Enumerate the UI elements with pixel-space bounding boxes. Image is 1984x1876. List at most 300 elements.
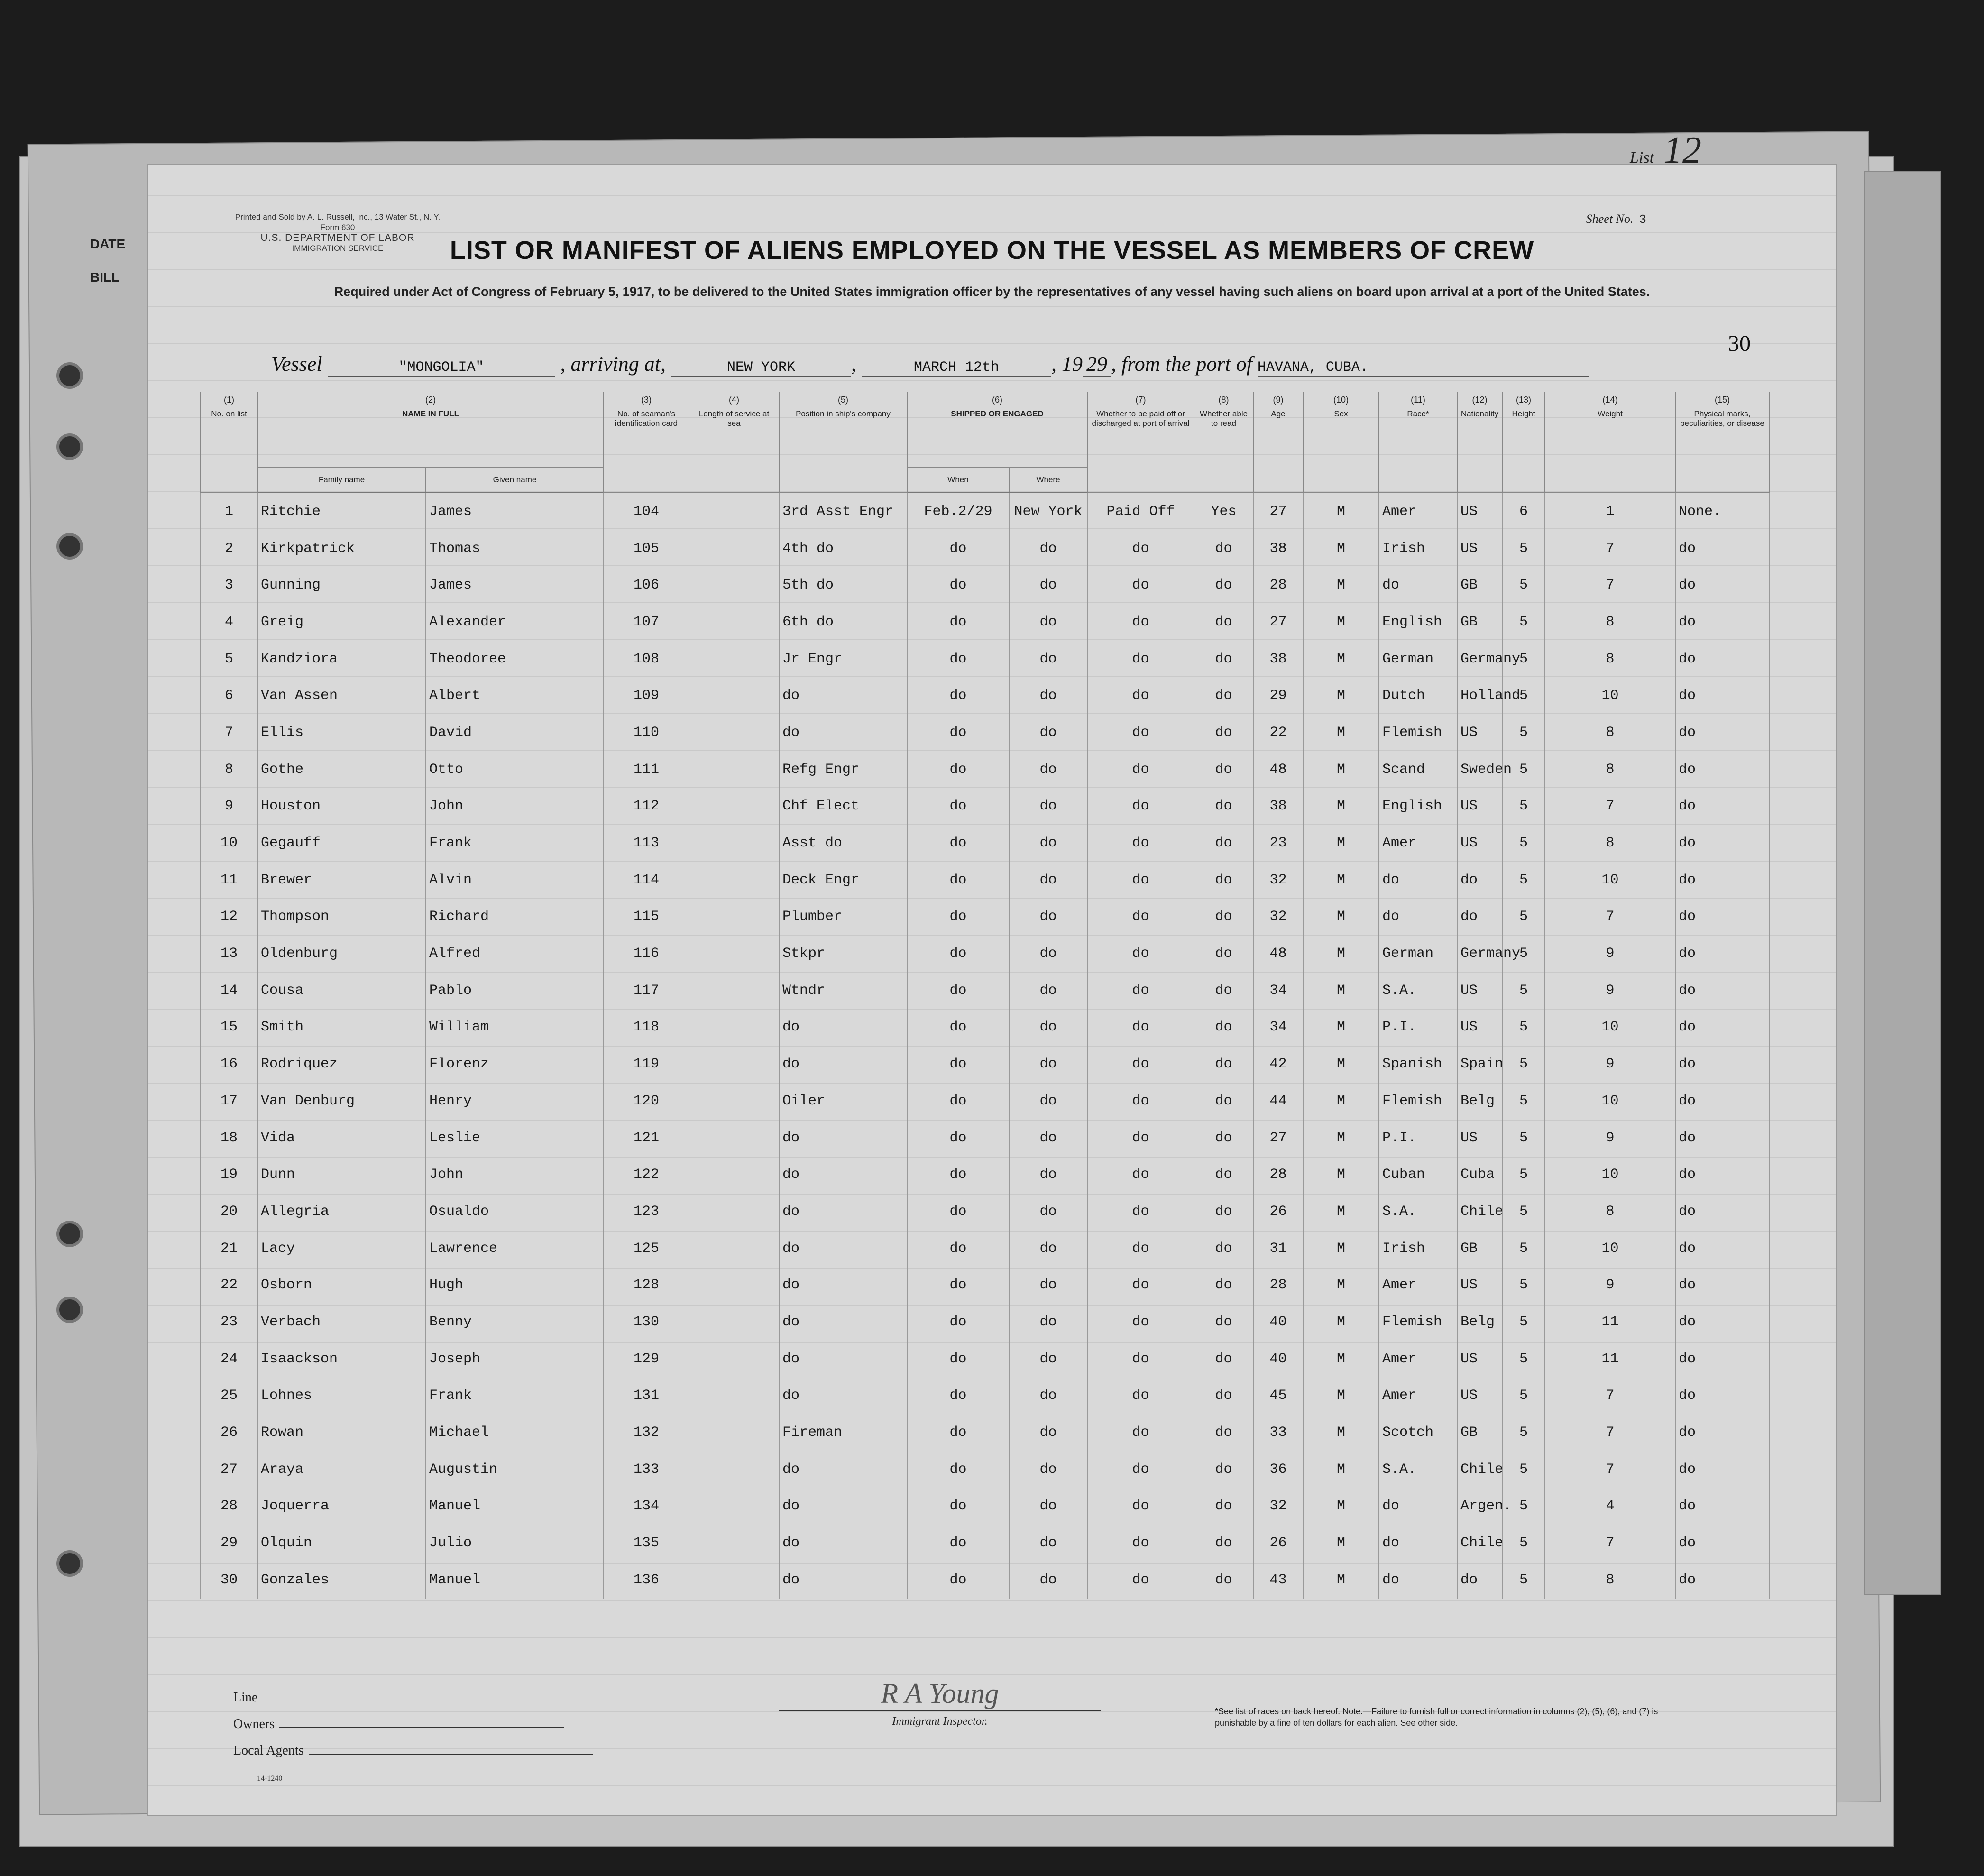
given-name: William (426, 1009, 604, 1046)
sex: M (1303, 1304, 1379, 1341)
race: do (1379, 862, 1457, 899)
weight: 10 (1545, 862, 1675, 899)
card-number: 119 (604, 1046, 689, 1083)
paid-off: do (1087, 1562, 1194, 1599)
height: 5 (1502, 899, 1545, 936)
age: 22 (1253, 714, 1303, 751)
weight: 11 (1545, 1341, 1675, 1378)
height: 5 (1502, 1562, 1545, 1599)
race: Cuban (1379, 1156, 1457, 1193)
able-to-read: do (1194, 1304, 1253, 1341)
nationality: US (1457, 1341, 1502, 1378)
able-to-read: do (1194, 1267, 1253, 1304)
weight: 7 (1545, 1378, 1675, 1415)
shipped-when: do (907, 1414, 1009, 1451)
shipped-where: do (1009, 1451, 1087, 1488)
height: 5 (1502, 788, 1545, 825)
height: 5 (1502, 1120, 1545, 1157)
header-height: (13) Height (1502, 392, 1545, 493)
shipped-when: do (907, 1488, 1009, 1525)
age: 48 (1253, 935, 1303, 972)
position: do (779, 1046, 907, 1083)
age: 28 (1253, 1156, 1303, 1193)
family-name: Ellis (257, 714, 426, 751)
physical-marks: do (1675, 1525, 1769, 1562)
row-number: 6 (201, 677, 257, 714)
sheet-number: Sheet No. 3 (1586, 212, 1646, 227)
race: Amer (1379, 1267, 1457, 1304)
weight: 8 (1545, 1562, 1675, 1599)
row-number: 4 (201, 604, 257, 641)
binder-hole (59, 1299, 80, 1320)
vessel-line: Vessel "MONGOLIA" , arriving at, NEW YORK , MARCH 12th , 19 29 , from the port of HAVANA, CUBA. (271, 352, 1589, 377)
table-row (201, 604, 1769, 641)
paid-off: do (1087, 862, 1194, 899)
row-number: 17 (201, 1083, 257, 1120)
row-number: 5 (201, 641, 257, 678)
nationality: US (1457, 972, 1502, 1009)
service-length (689, 1083, 779, 1120)
paid-off: do (1087, 714, 1194, 751)
given-name: Richard (426, 899, 604, 936)
binder-hole (59, 365, 80, 386)
race: German (1379, 641, 1457, 678)
paid-off: do (1087, 1193, 1194, 1230)
sex: M (1303, 530, 1379, 567)
age: 28 (1253, 567, 1303, 604)
height: 5 (1502, 604, 1545, 641)
binder-hole (59, 1553, 80, 1574)
shipped-when: do (907, 1083, 1009, 1120)
shipped-when: Feb.2/29 (907, 493, 1009, 530)
card-number: 120 (604, 1083, 689, 1120)
nationality: do (1457, 862, 1502, 899)
physical-marks: do (1675, 788, 1769, 825)
height: 5 (1502, 567, 1545, 604)
age: 48 (1253, 751, 1303, 788)
row-number: 1 (201, 493, 257, 530)
able-to-read: do (1194, 1009, 1253, 1046)
nationality: Spain (1457, 1046, 1502, 1083)
able-to-read: do (1194, 1156, 1253, 1193)
header-service: (4) Length of service at sea (689, 392, 779, 493)
table-row (201, 1451, 1769, 1488)
family-name: Lacy (257, 1230, 426, 1267)
physical-marks: do (1675, 1267, 1769, 1304)
able-to-read: do (1194, 1193, 1253, 1230)
able-to-read: do (1194, 641, 1253, 678)
weight: 1 (1545, 493, 1675, 530)
race: Flemish (1379, 1083, 1457, 1120)
service-length (689, 751, 779, 788)
service-length (689, 604, 779, 641)
card-number: 114 (604, 862, 689, 899)
given-name: Osualdo (426, 1193, 604, 1230)
shipped-where: do (1009, 751, 1087, 788)
physical-marks: do (1675, 1304, 1769, 1341)
physical-marks: do (1675, 751, 1769, 788)
table-row (201, 1562, 1769, 1599)
able-to-read: do (1194, 567, 1253, 604)
service-length (689, 899, 779, 936)
given-name: Otto (426, 751, 604, 788)
height: 5 (1502, 1414, 1545, 1451)
card-number: 130 (604, 1304, 689, 1341)
paid-off: do (1087, 972, 1194, 1009)
family-name: Ritchie (257, 493, 426, 530)
physical-marks: do (1675, 1414, 1769, 1451)
service-length (689, 1230, 779, 1267)
height: 5 (1502, 1009, 1545, 1046)
paid-off: Paid Off (1087, 493, 1194, 530)
header-weight: (14) Weight (1545, 392, 1675, 493)
table-row (201, 567, 1769, 604)
position: do (779, 714, 907, 751)
given-name: Thomas (426, 530, 604, 567)
height: 5 (1502, 751, 1545, 788)
race: Amer (1379, 825, 1457, 862)
paid-off: do (1087, 530, 1194, 567)
height: 5 (1502, 1341, 1545, 1378)
shipped-when: do (907, 567, 1009, 604)
age: 23 (1253, 825, 1303, 862)
family-name: Thompson (257, 899, 426, 936)
given-name: Manuel (426, 1562, 604, 1599)
family-name: Gunning (257, 567, 426, 604)
age: 42 (1253, 1046, 1303, 1083)
height: 5 (1502, 1156, 1545, 1193)
owners-field: Owners (233, 1711, 593, 1738)
card-number: 134 (604, 1488, 689, 1525)
age: 27 (1253, 604, 1303, 641)
able-to-read: do (1194, 972, 1253, 1009)
race: do (1379, 567, 1457, 604)
printer-info: Printed and Sold by A. L. Russell, Inc., 13 Water St., N. Y. Form 630 U.S. DEPARTMENT OF LABOR IMMIGRATION SERVICE (235, 212, 441, 253)
table-row (201, 1156, 1769, 1193)
given-name: Augustin (426, 1451, 604, 1488)
weight: 10 (1545, 1009, 1675, 1046)
age: 32 (1253, 862, 1303, 899)
shipped-where: do (1009, 677, 1087, 714)
family-name: Gothe (257, 751, 426, 788)
race: do (1379, 1562, 1457, 1599)
shipped-where: do (1009, 1488, 1087, 1525)
shipped-where: do (1009, 1120, 1087, 1157)
table-row (201, 1083, 1769, 1120)
arrival-port: NEW YORK (671, 359, 851, 377)
able-to-read: do (1194, 899, 1253, 936)
position: 5th do (779, 567, 907, 604)
header-where: Where (1009, 467, 1087, 493)
sex: M (1303, 1083, 1379, 1120)
sex: M (1303, 1414, 1379, 1451)
service-length (689, 1341, 779, 1378)
shipped-where: do (1009, 1230, 1087, 1267)
table-row (201, 1414, 1769, 1451)
card-number: 121 (604, 1120, 689, 1157)
header-read: (8) Whether able to read (1194, 392, 1253, 493)
age: 40 (1253, 1341, 1303, 1378)
paid-off: do (1087, 1120, 1194, 1157)
service-length (689, 788, 779, 825)
row-number: 14 (201, 972, 257, 1009)
shipped-where: do (1009, 935, 1087, 972)
table-row (201, 825, 1769, 862)
table-row (201, 751, 1769, 788)
table-row (201, 714, 1769, 751)
nationality: Sweden (1457, 751, 1502, 788)
nationality: GB (1457, 1414, 1502, 1451)
weight: 9 (1545, 1120, 1675, 1157)
height: 5 (1502, 677, 1545, 714)
shipped-where: do (1009, 862, 1087, 899)
given-name: Alfred (426, 935, 604, 972)
shipped-where: do (1009, 825, 1087, 862)
position: Chf Elect (779, 788, 907, 825)
age: 29 (1253, 677, 1303, 714)
row-number: 22 (201, 1267, 257, 1304)
arrival-date: MARCH 12th (862, 359, 1051, 377)
shipped-where: do (1009, 604, 1087, 641)
nationality: Holland (1457, 677, 1502, 714)
shipped-when: do (907, 972, 1009, 1009)
table-row (201, 862, 1769, 899)
family-name: Van Denburg (257, 1083, 426, 1120)
service-length (689, 1562, 779, 1599)
shipped-when: do (907, 1009, 1009, 1046)
physical-marks: do (1675, 604, 1769, 641)
paid-off: do (1087, 935, 1194, 972)
shipped-where: do (1009, 641, 1087, 678)
service-length (689, 1009, 779, 1046)
weight: 7 (1545, 788, 1675, 825)
able-to-read: do (1194, 751, 1253, 788)
paid-off: do (1087, 788, 1194, 825)
shipped-when: do (907, 935, 1009, 972)
row-number: 25 (201, 1378, 257, 1415)
service-length (689, 641, 779, 678)
sex: M (1303, 1230, 1379, 1267)
nationality: US (1457, 1009, 1502, 1046)
row-number: 21 (201, 1230, 257, 1267)
card-number: 133 (604, 1451, 689, 1488)
nationality: US (1457, 825, 1502, 862)
able-to-read: do (1194, 788, 1253, 825)
form-code: 14-1240 (257, 1775, 283, 1783)
height: 5 (1502, 1525, 1545, 1562)
sex: M (1303, 825, 1379, 862)
shipped-when: do (907, 1562, 1009, 1599)
position: do (779, 677, 907, 714)
weight: 8 (1545, 825, 1675, 862)
family-name: Oldenburg (257, 935, 426, 972)
physical-marks: do (1675, 825, 1769, 862)
position: do (779, 1009, 907, 1046)
card-number: 129 (604, 1341, 689, 1378)
card-number: 106 (604, 567, 689, 604)
shipped-when: do (907, 1120, 1009, 1157)
row-number: 27 (201, 1451, 257, 1488)
header-name: (2) NAME IN FULL (257, 392, 604, 467)
paid-off: do (1087, 1378, 1194, 1415)
position: do (779, 1267, 907, 1304)
age: 28 (1253, 1267, 1303, 1304)
able-to-read: do (1194, 862, 1253, 899)
line-field: Line (233, 1684, 593, 1711)
footer-fields (233, 1684, 593, 1764)
shipped-when: do (907, 1193, 1009, 1230)
position: do (779, 1230, 907, 1267)
height: 5 (1502, 1046, 1545, 1083)
nationality: Chile (1457, 1451, 1502, 1488)
able-to-read: Yes (1194, 493, 1253, 530)
shipped-where: do (1009, 788, 1087, 825)
nationality: Cuba (1457, 1156, 1502, 1193)
row-number: 29 (201, 1525, 257, 1562)
race: do (1379, 1525, 1457, 1562)
able-to-read: do (1194, 530, 1253, 567)
age: 26 (1253, 1525, 1303, 1562)
service-length (689, 714, 779, 751)
header-card: (3) No. of seaman's identification card (604, 392, 689, 493)
shipped-where: do (1009, 1267, 1087, 1304)
row-number: 30 (201, 1562, 257, 1599)
shipped-where: do (1009, 899, 1087, 936)
shipped-where: do (1009, 972, 1087, 1009)
table-row (201, 1046, 1769, 1083)
nationality: US (1457, 788, 1502, 825)
service-length (689, 1451, 779, 1488)
service-length (689, 1120, 779, 1157)
physical-marks: do (1675, 935, 1769, 972)
binder-hole (59, 536, 80, 557)
race: Amer (1379, 1341, 1457, 1378)
table-row (201, 788, 1769, 825)
race: do (1379, 1488, 1457, 1525)
physical-marks: do (1675, 899, 1769, 936)
given-name: Lawrence (426, 1230, 604, 1267)
vessel-name: "MONGOLIA" (328, 359, 555, 377)
family-name: Rodriquez (257, 1046, 426, 1083)
paid-off: do (1087, 1230, 1194, 1267)
header-race: (11) Race* (1379, 392, 1457, 493)
position: Oiler (779, 1083, 907, 1120)
signature: R A Young (881, 1678, 999, 1709)
given-name: Manuel (426, 1488, 604, 1525)
weight: 10 (1545, 1083, 1675, 1120)
physical-marks: do (1675, 972, 1769, 1009)
row-number: 10 (201, 825, 257, 862)
sex: M (1303, 1046, 1379, 1083)
age: 38 (1253, 788, 1303, 825)
race: Flemish (1379, 714, 1457, 751)
given-name: Benny (426, 1304, 604, 1341)
nationality: Belg (1457, 1304, 1502, 1341)
shipped-when: do (907, 788, 1009, 825)
nationality: US (1457, 530, 1502, 567)
service-length (689, 935, 779, 972)
age: 45 (1253, 1378, 1303, 1415)
paid-off: do (1087, 1451, 1194, 1488)
shipped-where: do (1009, 714, 1087, 751)
given-name: Theodoree (426, 641, 604, 678)
position: Fireman (779, 1414, 907, 1451)
race: Spanish (1379, 1046, 1457, 1083)
race: Scand (1379, 751, 1457, 788)
service-length (689, 1193, 779, 1230)
weight: 7 (1545, 567, 1675, 604)
row-number: 16 (201, 1046, 257, 1083)
paid-off: do (1087, 1304, 1194, 1341)
height: 5 (1502, 935, 1545, 972)
shipped-when: do (907, 1230, 1009, 1267)
position: do (779, 1378, 907, 1415)
physical-marks: do (1675, 1009, 1769, 1046)
nationality: Chile (1457, 1525, 1502, 1562)
paid-off: do (1087, 567, 1194, 604)
shipped-when: do (907, 1451, 1009, 1488)
sex: M (1303, 1009, 1379, 1046)
shipped-where: New York (1009, 493, 1087, 530)
position: do (779, 1488, 907, 1525)
given-name: Florenz (426, 1046, 604, 1083)
shipped-when: do (907, 751, 1009, 788)
age: 27 (1253, 1120, 1303, 1157)
position: Stkpr (779, 935, 907, 972)
height: 5 (1502, 825, 1545, 862)
card-number: 131 (604, 1378, 689, 1415)
header-family: Family name (257, 467, 426, 493)
paid-off: do (1087, 751, 1194, 788)
shipped-where: do (1009, 1304, 1087, 1341)
weight: 10 (1545, 677, 1675, 714)
physical-marks: do (1675, 1083, 1769, 1120)
service-length (689, 1525, 779, 1562)
given-name: Pablo (426, 972, 604, 1009)
weight: 7 (1545, 1414, 1675, 1451)
age: 26 (1253, 1193, 1303, 1230)
card-number: 104 (604, 493, 689, 530)
row-number: 24 (201, 1341, 257, 1378)
sex: M (1303, 1267, 1379, 1304)
family-name: Olquin (257, 1525, 426, 1562)
family-name: Smith (257, 1009, 426, 1046)
table-row (201, 1120, 1769, 1157)
card-number: 107 (604, 604, 689, 641)
header-paid: (7) Whether to be paid off or discharged at port of arrival (1087, 392, 1194, 493)
physical-marks: do (1675, 1156, 1769, 1193)
row-number: 13 (201, 935, 257, 972)
table-row (201, 1378, 1769, 1415)
paid-off: do (1087, 899, 1194, 936)
position: do (779, 1304, 907, 1341)
row-number: 12 (201, 899, 257, 936)
physical-marks: do (1675, 1046, 1769, 1083)
physical-marks: do (1675, 641, 1769, 678)
card-number: 105 (604, 530, 689, 567)
side-stub: DATE BILL (90, 237, 126, 285)
service-length (689, 1046, 779, 1083)
able-to-read: do (1194, 714, 1253, 751)
nationality: GB (1457, 567, 1502, 604)
shipped-where: do (1009, 1562, 1087, 1599)
given-name: Hugh (426, 1267, 604, 1304)
table-row (201, 899, 1769, 936)
family-name: Kirkpatrick (257, 530, 426, 567)
able-to-read: do (1194, 1488, 1253, 1525)
table-row (201, 1341, 1769, 1378)
sex: M (1303, 1156, 1379, 1193)
